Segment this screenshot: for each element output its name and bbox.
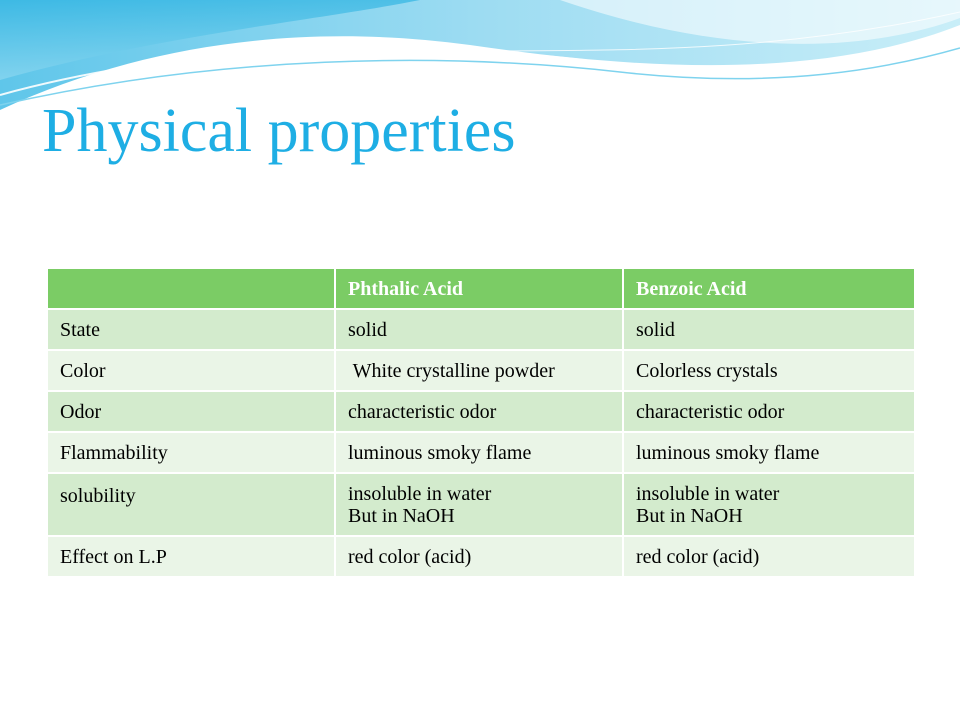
cell-line: But in NaOH — [636, 505, 743, 527]
table-row — [48, 537, 914, 578]
property-cell: Flammability — [48, 433, 336, 474]
phthalic-cell — [336, 351, 624, 392]
table-row — [48, 474, 914, 537]
benzoic-cell — [624, 537, 914, 578]
benzoic-cell — [624, 474, 914, 537]
table-row — [48, 351, 914, 392]
property-cell: Color — [48, 351, 336, 392]
phthalic-cell — [336, 537, 624, 578]
table-header-row — [48, 269, 914, 310]
cell-line: But in NaOH — [348, 505, 455, 527]
benzoic-cell — [624, 433, 914, 474]
benzoic-cell — [624, 392, 914, 433]
cell-line: red color (acid) — [636, 546, 760, 568]
cell-line: White crystalline powder — [348, 360, 555, 382]
phthalic-cell — [336, 310, 624, 351]
cell-line: insoluble in water — [348, 483, 492, 505]
cell-line: solid — [636, 319, 675, 341]
header-cell-phthalic-acid: Phthalic Acid — [336, 269, 624, 310]
cell-line: characteristic odor — [348, 401, 497, 423]
header-cell-property — [48, 269, 336, 310]
phthalic-cell — [336, 392, 624, 433]
property-cell: Odor — [48, 392, 336, 433]
cell-line: Colorless crystals — [636, 360, 778, 382]
cell-line: solid — [348, 319, 387, 341]
table-row — [48, 310, 914, 351]
property-cell: State — [48, 310, 336, 351]
cell-line: luminous smoky flame — [348, 442, 532, 464]
cell-line: characteristic odor — [636, 401, 785, 423]
benzoic-cell — [624, 310, 914, 351]
slide-title: Physical properties — [42, 97, 516, 165]
cell-line: red color (acid) — [348, 546, 472, 568]
phthalic-cell — [336, 433, 624, 474]
table-row — [48, 392, 914, 433]
benzoic-cell — [624, 351, 914, 392]
property-cell: Effect on L.P — [48, 537, 336, 578]
cell-line: luminous smoky flame — [636, 442, 820, 464]
cell-line: insoluble in water — [636, 483, 780, 505]
header-cell-benzoic-acid: Benzoic Acid — [624, 269, 914, 310]
properties-table — [48, 269, 914, 578]
phthalic-cell — [336, 474, 624, 537]
table-row — [48, 433, 914, 474]
property-cell: solubility — [48, 474, 336, 537]
